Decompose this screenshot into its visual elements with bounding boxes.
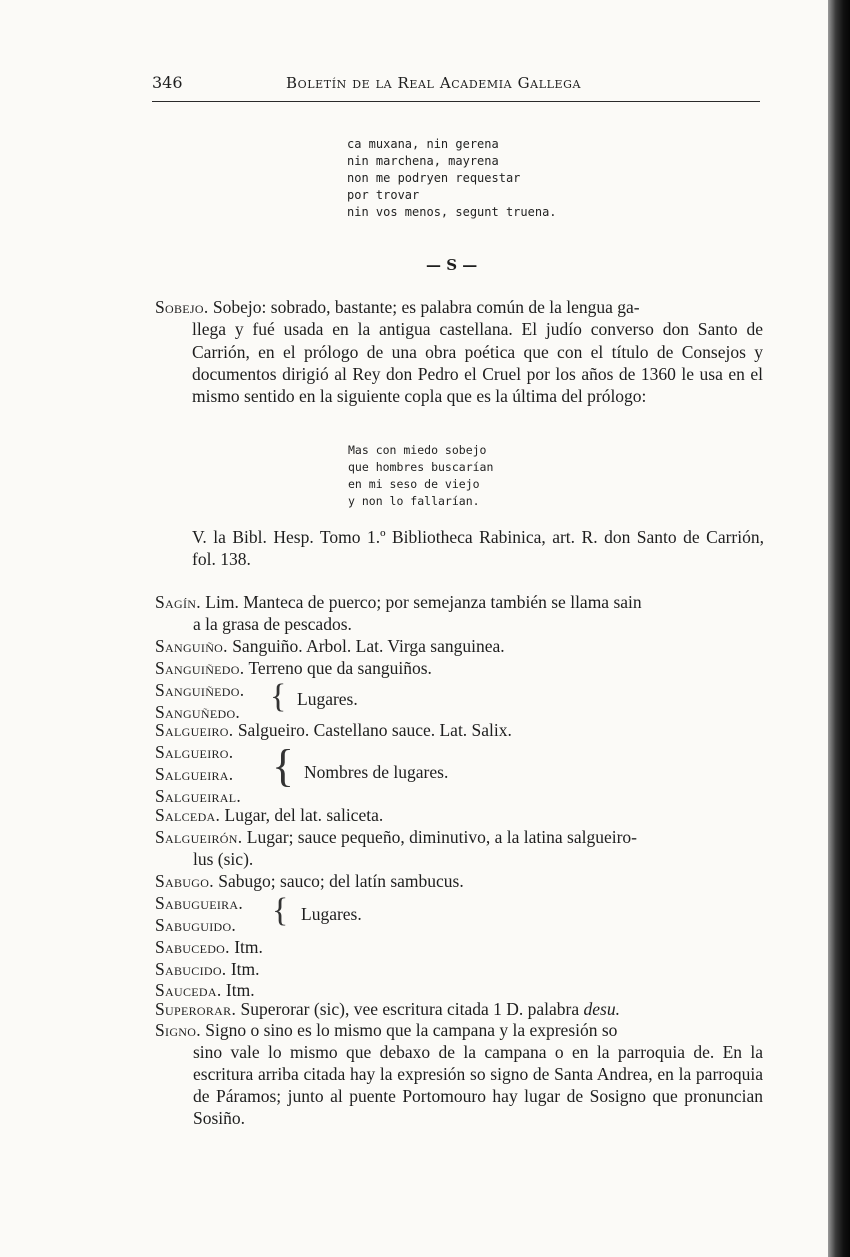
brace-icon: {	[272, 892, 289, 929]
page-number: 346	[152, 73, 183, 92]
entry-salgueiron-cont: lus (sic).	[193, 849, 254, 869]
page-header	[152, 73, 762, 97]
verse-line: nin vos menos, segunt truena.	[347, 205, 557, 219]
entry-sanguinedo: Sanguiñedo. Terreno que da sanguiños.	[155, 658, 432, 678]
headword: Signo.	[155, 1020, 201, 1040]
verse-line: en mi seso de viejo	[348, 477, 480, 491]
group-item: Salgueiro.	[155, 742, 234, 762]
verse-line: non me podryen requestar	[347, 171, 521, 185]
entry-text: Sobejo: sobrado, bastante; es palabra común de la lengua ga-	[212, 297, 640, 317]
group-label: Lugares.	[297, 689, 358, 709]
group-item: Salgueiral.	[155, 786, 242, 806]
running-title: Boletín de la Real Academia Gallega	[286, 74, 582, 92]
verse-quote-1	[347, 136, 557, 221]
header-rule	[152, 101, 760, 102]
group-item: Sabuguido.	[155, 915, 237, 935]
group-item: Sanguñedo.	[155, 702, 241, 722]
entry-sobejo	[155, 296, 763, 407]
reference-note: V. la Bibl. Hesp. Tomo 1.º Bibliotheca Rabinica, art. R. don Santo de Carrión, fol. 138.	[192, 527, 764, 570]
entry-sagin-cont: a la grasa de pescados.	[193, 614, 352, 634]
entry-salgueiron: Salgueirón. Lugar; sauce pequeño, diminutivo, a la latina salgueiro-	[155, 827, 638, 847]
entry-text: Signo o sino es lo mismo que la campana y la expresión so	[205, 1020, 618, 1040]
entry-text-cont: sino vale lo mismo que debaxo de la campana o en la parroquia de. En la escritura arriba citada hay la expresión so signo de Santa Andrea, en la parroquia de Páramos; junto al puente Portomouro hay lugar de Sosigno que pronuncian Sosiño.	[193, 1042, 763, 1128]
verse-line: que hombres buscarían	[348, 460, 494, 474]
section-letter: — S —	[426, 256, 478, 274]
entry-text-cont: llega y fué usada en la antigua castellana. El judío converso don Santo de Carrión, en el prólogo de una obra poética que con el título de Consejos y documentos dirigió al Rey don Pedro el Cruel por los años de 1360 le usa en el mismo sentido en la siguiente copla que es la última del prólogo:	[192, 319, 763, 407]
entry-sauceda: Sauceda. Itm.	[155, 980, 255, 1000]
group-item: Sanguiñedo.	[155, 680, 245, 700]
group-label: Lugares.	[301, 904, 362, 924]
brace-icon: {	[270, 678, 287, 715]
entry-salceda: Salceda. Lugar, del lat. saliceta.	[155, 805, 384, 825]
page-edge-shadow	[828, 0, 850, 1257]
entry-salgueiro: Salgueiro. Salgueiro. Castellano sauce. Lat. Salix.	[155, 720, 512, 740]
verse-line: por trovar	[347, 188, 420, 202]
entry-superorar: Superorar. Superorar (sic), vee escritura citada 1 D. palabra desu.	[155, 999, 620, 1019]
group-item: Salgueira.	[155, 764, 234, 784]
verse-quote-2	[348, 442, 493, 510]
verse-line: y non lo fallarían.	[348, 494, 480, 508]
entry-sabugo: Sabugo. Sabugo; sauco; del latín sambucus.	[155, 871, 464, 891]
entry-sabucido: Sabucido. Itm.	[155, 959, 260, 979]
verse-line: Mas con miedo sobejo	[348, 443, 487, 457]
verse-line: nin marchena, mayrena	[347, 154, 499, 168]
verse-line: ca muxana, nin gerena	[347, 137, 499, 151]
headword: Sobejo.	[155, 297, 209, 317]
group-item: Sabugueira.	[155, 893, 244, 913]
brace-icon: {	[272, 740, 295, 791]
entry-sabucedo: Sabucedo. Itm.	[155, 937, 263, 957]
entry-sagin: Sagín. Lim. Manteca de puerco; por semejanza también se llama sain	[155, 592, 642, 612]
entry-sanguino: Sanguiño. Sanguiño. Arbol. Lat. Virga sanguinea.	[155, 636, 505, 656]
entry-signo	[155, 1019, 763, 1129]
group-label: Nombres de lugares.	[304, 762, 449, 782]
